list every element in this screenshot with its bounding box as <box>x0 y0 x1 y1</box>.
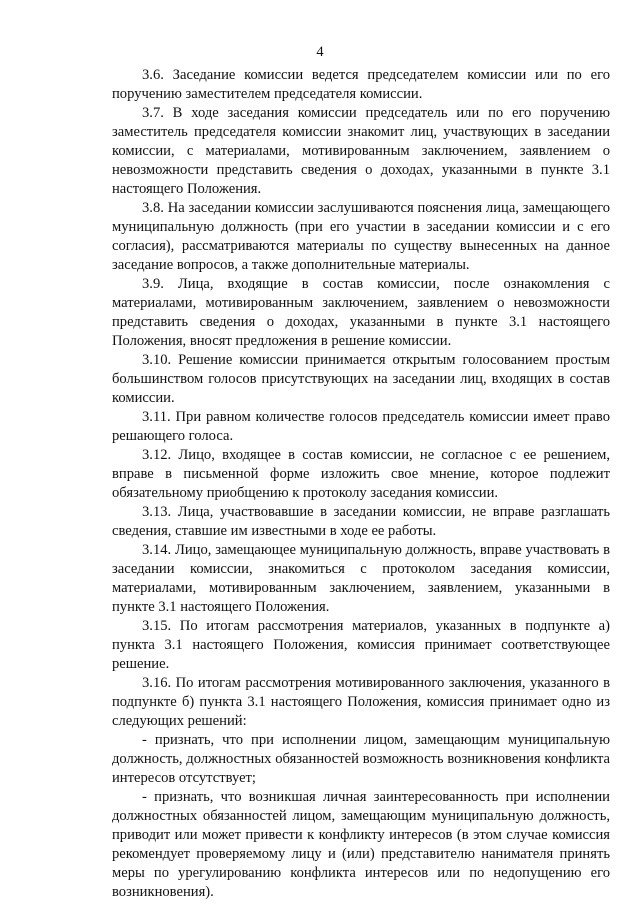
paragraph-3-16: 3.16. По итогам рассмотрения мотивированного заключения, указанного в подпункте б) пункта 3.1 настоящего Положения, комиссия принимает одно из следующих решений: <box>112 675 610 729</box>
list-item-decision-1: - признать, что при исполнении лицом, замещающим муниципальную должность, должностных обязанностей возможность возникновения конфликта интересов отсутствует; <box>112 732 610 786</box>
paragraph-3-14: 3.14. Лицо, замещающее муниципальную должность, вправе участвовать в заседании комиссии, знакомиться с протоколом заседания комиссии, материалами, мотивированным заключением, заявлением, указанными в пункте 3.1 настоящего Положения. <box>112 542 610 615</box>
paragraph-3-12: 3.12. Лицо, входящее в состав комиссии, не согласное с ее решением, вправе в письменной форме изложить свое мнение, которое подлежит обязательному приобщению к протоколу заседания комиссии. <box>112 447 610 501</box>
paragraph-3-10: 3.10. Решение комиссии принимается открытым голосованием простым большинством голосов присутствующих на заседании лиц, входящих в состав комиссии. <box>112 352 610 406</box>
paragraph-3-9: 3.9. Лица, входящие в состав комиссии, после ознакомления с материалами, мотивированным заключением, заявлением о невозможности представить сведения о доходах, указанными в пункте 3.1 настоящего Положения, вносят предложения в решение комиссии. <box>112 276 610 349</box>
paragraph-3-8: 3.8. На заседании комиссии заслушиваются пояснения лица, замещающего муниципальную должность (при его участии в заседании комиссии и с его согласия), рассматриваются материалы по существу вынесенных на данное заседание вопросов, а также дополнительные материалы. <box>112 200 610 273</box>
page-number: 4 <box>316 44 324 60</box>
paragraph-3-13: 3.13. Лица, участвовавшие в заседании комиссии, не вправе разглашать сведения, ставшие им известными в ходе ее работы. <box>112 504 610 539</box>
list-item-decision-2: - признать, что возникшая личная заинтересованность при исполнении должностных обязанностей лицом, замещающим муниципальную должность, приводит или может привести к конфликту интересов (в этом случае комиссия рекомендует проверяемому лицу и (или) представителю нанимателя принять меры по урегулированию конфликта интересов или по недопущению его возникновения). <box>112 789 610 900</box>
document-body <box>112 66 610 902</box>
paragraph-3-6: 3.6. Заседание комиссии ведется председателем комиссии или по его поручению заместителем председателя комиссии. <box>112 67 610 102</box>
paragraph-3-11: 3.11. При равном количестве голосов председатель комиссии имеет право решающего голоса. <box>112 409 610 444</box>
paragraph-3-7: 3.7. В ходе заседания комиссии председатель или по его поручению заместитель председателя комиссии знакомит лиц, участвующих в заседании комиссии, с материалами, мотивированным заключением, заявлением о невозможности представить сведения о доходах, указанными в пункте 3.1 настоящего Положения. <box>112 105 610 197</box>
paragraph-3-15: 3.15. По итогам рассмотрения материалов, указанных в подпункте а) пункта 3.1 настоящего Положения, комиссия принимает соответствующее решение. <box>112 618 610 672</box>
